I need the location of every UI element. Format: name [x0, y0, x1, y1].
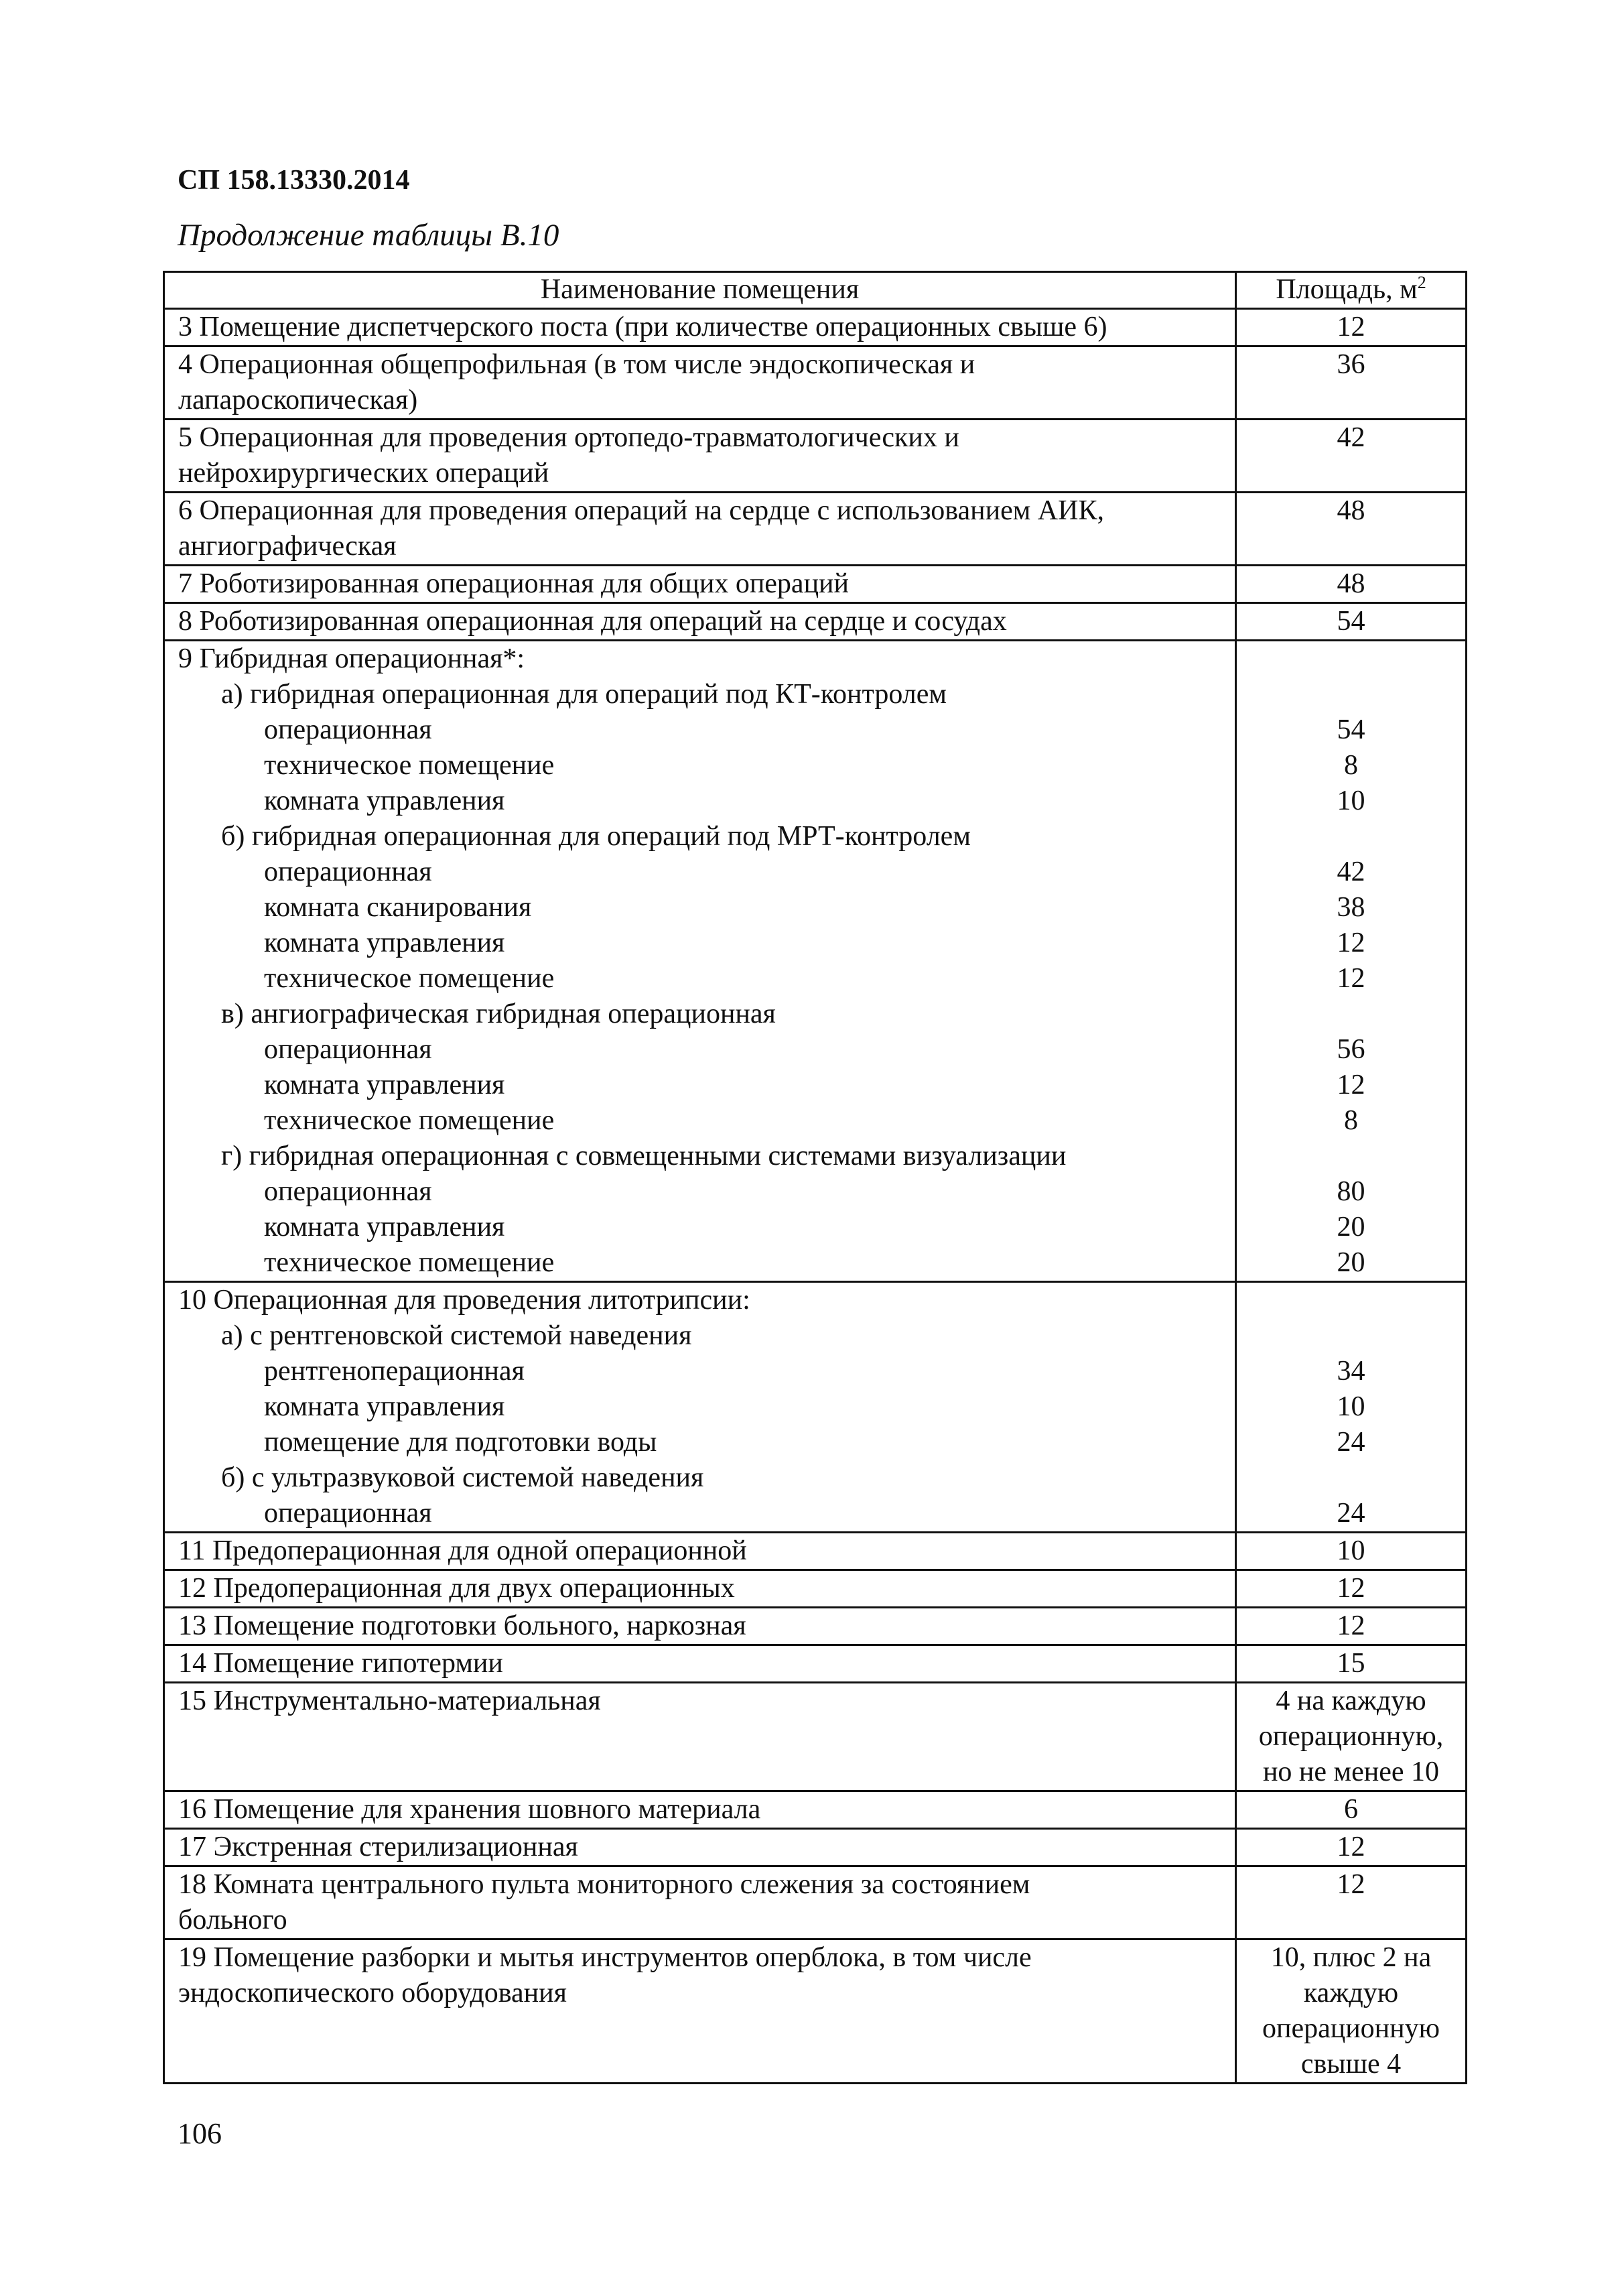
room-area-value: 15 [1337, 1648, 1365, 1679]
room-area-value [1242, 1318, 1460, 1354]
room-area-value: но не менее 10 [1262, 1757, 1440, 1787]
room-area-value: 12 [1337, 1070, 1365, 1100]
room-subgroup-line: в) ангиографическая гибридная операционная [221, 999, 776, 1029]
room-area-value: 10, плюс 2 на [1270, 1942, 1432, 1973]
room-area-value: 56 [1337, 1034, 1365, 1065]
room-area-value: 12 [1337, 963, 1365, 994]
room-area-cell [1236, 603, 1467, 641]
table-row [164, 1645, 1467, 1683]
room-subitem-line: комната управления [264, 928, 505, 958]
room-area-value: 12 [1337, 312, 1365, 342]
table-row [164, 346, 1467, 420]
room-area-value: 80 [1337, 1176, 1365, 1207]
table-row [164, 641, 1467, 1282]
room-area-value: 24 [1337, 1427, 1365, 1458]
column-header-name: Наименование помещения [164, 272, 1236, 309]
room-area-cell [1236, 346, 1467, 420]
room-name-line: 9 Гибридная операционная*: [178, 643, 525, 674]
room-area-value: 34 [1337, 1356, 1365, 1387]
room-area-value: 10 [1337, 1535, 1365, 1566]
room-name-line: 3 Помещение диспетчерского поста (при количестве операционных свыше 6) [178, 312, 1107, 342]
room-area-cell [1236, 1791, 1467, 1829]
room-name-line: 12 Предоперационная для двух операционных [178, 1573, 735, 1604]
room-area-cell [1236, 420, 1467, 493]
room-name-line: 10 Операционная для проведения литотрипсии: [178, 1285, 750, 1316]
room-area-value: 36 [1337, 349, 1365, 380]
table-row [164, 603, 1467, 641]
room-name-line: 4 Операционная общепрофильная (в том числе эндоскопическая и [178, 349, 975, 380]
room-name-line: 6 Операционная для проведения операций на сердце с использованием АИК, [178, 495, 1104, 526]
room-area-value: 48 [1337, 568, 1365, 599]
room-area-value [1242, 641, 1460, 677]
room-name-line: 19 Помещение разборки и мытья инструментов оперблока, в том числе [178, 1942, 1032, 1973]
table-row [164, 309, 1467, 346]
room-subitem-line: техническое помещение [264, 1105, 555, 1136]
room-name-cell [164, 1645, 1236, 1683]
room-subitem-line: операционная [264, 856, 432, 887]
room-area-value: 42 [1337, 856, 1365, 887]
room-area-value: 48 [1337, 495, 1365, 526]
room-subgroup-line: а) гибридная операционная для операций под КТ-контролем [221, 679, 947, 710]
table-row [164, 1683, 1467, 1791]
table-row [164, 1866, 1467, 1939]
room-name-cell [164, 1829, 1236, 1866]
room-area-value [1242, 1139, 1460, 1174]
column-header-area-label: Площадь, м [1276, 274, 1418, 305]
room-name-line: ангиографическая [178, 531, 397, 562]
room-name-line: 8 Роботизированная операционная для операций на сердце и сосудах [178, 606, 1007, 637]
room-area-cell [1236, 493, 1467, 566]
room-subgroup-line: а) с рентгеновской системой наведения [221, 1320, 692, 1351]
room-name-line: 7 Роботизированная операционная для общих операций [178, 568, 850, 599]
table-row [164, 1282, 1467, 1533]
table-row [164, 1829, 1467, 1866]
room-name-cell [164, 1791, 1236, 1829]
room-area-value: 10 [1337, 785, 1365, 816]
room-area-cell [1236, 1829, 1467, 1866]
room-name-cell [164, 1570, 1236, 1608]
room-name-line: лапароскопическая) [178, 385, 418, 416]
table-caption: Продолжение таблицы В.10 [178, 218, 559, 253]
table-row [164, 1939, 1467, 2084]
room-area-cell [1236, 1645, 1467, 1683]
room-subitem-line: техническое помещение [264, 1247, 555, 1278]
room-name-cell [164, 1866, 1236, 1939]
room-subgroup-line: г) гибридная операционная с совмещенными системами визуализации [221, 1141, 1067, 1171]
room-name-line: 5 Операционная для проведения ортопедо-травматологических и [178, 422, 959, 453]
room-subitem-line: операционная [264, 1034, 432, 1065]
room-area-value: 6 [1344, 1794, 1358, 1825]
room-name-line: 11 Предоперационная для одной операционной [178, 1535, 747, 1566]
room-area-value [1242, 819, 1460, 854]
room-name-cell [164, 603, 1236, 641]
room-area-value [1242, 1460, 1460, 1496]
room-name-cell [164, 1282, 1236, 1533]
room-subitem-line: операционная [264, 714, 432, 745]
room-subitem-line: комната управления [264, 1212, 505, 1242]
room-name-line: 13 Помещение подготовки больного, наркозная [178, 1610, 746, 1641]
room-area-value: операционную [1262, 2013, 1440, 2044]
room-area-cell [1236, 309, 1467, 346]
room-name-cell [164, 346, 1236, 420]
room-name-line: 16 Помещение для хранения шовного материала [178, 1794, 761, 1825]
room-area-cell [1236, 1683, 1467, 1791]
room-subitem-line: операционная [264, 1498, 432, 1529]
room-subitem-line: операционная [264, 1176, 432, 1207]
table-row [164, 1608, 1467, 1645]
table-header-row [164, 272, 1467, 309]
room-area-value: 42 [1337, 422, 1365, 453]
room-area-value [1242, 997, 1460, 1032]
room-area-value [1242, 1283, 1460, 1318]
room-area-value: 10 [1337, 1391, 1365, 1422]
room-area-value: 12 [1337, 1573, 1365, 1604]
table-row [164, 1791, 1467, 1829]
room-subitem-line: комната управления [264, 1391, 505, 1422]
room-name-line: эндоскопического оборудования [178, 1978, 567, 2008]
room-area-value: 54 [1337, 606, 1365, 637]
room-area-value: 8 [1344, 750, 1358, 781]
room-area-value: 12 [1337, 1869, 1365, 1900]
room-area-cell [1236, 1282, 1467, 1533]
room-area-value: 20 [1337, 1212, 1365, 1242]
room-area-value: операционную, [1258, 1721, 1444, 1752]
room-area-value: 38 [1337, 892, 1365, 923]
room-area-value: 4 на каждую [1276, 1685, 1426, 1716]
room-subitem-line: комната сканирования [264, 892, 532, 923]
room-area-cell [1236, 1939, 1467, 2084]
room-area-cell [1236, 1533, 1467, 1570]
room-subitem-line: комната управления [264, 1070, 505, 1100]
room-area-cell [1236, 1608, 1467, 1645]
room-area-value: 12 [1337, 1832, 1365, 1862]
room-name-line: больного [178, 1905, 287, 1935]
room-name-line: 15 Инструментально-материальная [178, 1685, 601, 1716]
room-area-cell [1236, 566, 1467, 603]
table-row [164, 493, 1467, 566]
room-name-cell [164, 309, 1236, 346]
room-subitem-line: комната управления [264, 785, 505, 816]
room-name-line: 14 Помещение гипотермии [178, 1648, 503, 1679]
room-area-value: 20 [1337, 1247, 1365, 1278]
room-name-cell [164, 1533, 1236, 1570]
room-subgroup-line: б) с ультразвуковой системой наведения [221, 1462, 704, 1493]
premises-table [163, 271, 1467, 2084]
page-number: 106 [178, 2117, 222, 2150]
room-name-cell [164, 566, 1236, 603]
room-subgroup-line: б) гибридная операционная для операций под МРТ-контролем [221, 821, 971, 852]
room-area-cell [1236, 1866, 1467, 1939]
room-name-cell [164, 1608, 1236, 1645]
room-area-value: каждую [1303, 1978, 1399, 2008]
room-name-cell [164, 493, 1236, 566]
room-area-cell [1236, 641, 1467, 1282]
column-header-area [1236, 272, 1467, 309]
room-subitem-line: помещение для подготовки воды [264, 1427, 657, 1458]
table-row [164, 566, 1467, 603]
room-area-value: 8 [1344, 1105, 1358, 1136]
room-area-value: свыше 4 [1300, 2049, 1402, 2080]
room-area-cell [1236, 1570, 1467, 1608]
room-name-cell [164, 1683, 1236, 1791]
room-name-line: 17 Экстренная стерилизационная [178, 1832, 578, 1862]
room-subitem-line: рентгеноперационная [264, 1356, 525, 1387]
column-header-area-superscript: 2 [1417, 273, 1426, 292]
document-code: СП 158.13330.2014 [178, 165, 410, 196]
room-area-value [1242, 677, 1460, 712]
room-area-value: 12 [1337, 1610, 1365, 1641]
room-area-value: 12 [1337, 928, 1365, 958]
room-name-line: нейрохирургических операций [178, 458, 549, 489]
room-area-value: 24 [1337, 1498, 1365, 1529]
room-subitem-line: техническое помещение [264, 750, 555, 781]
room-name-line: 18 Комната центрального пульта мониторного слежения за состоянием [178, 1869, 1030, 1900]
room-area-value: 54 [1337, 714, 1365, 745]
room-name-cell [164, 420, 1236, 493]
room-subitem-line: техническое помещение [264, 963, 555, 994]
room-name-cell [164, 1939, 1236, 2084]
table-row [164, 1533, 1467, 1570]
table-row [164, 1570, 1467, 1608]
table-row [164, 420, 1467, 493]
room-name-cell [164, 641, 1236, 1282]
